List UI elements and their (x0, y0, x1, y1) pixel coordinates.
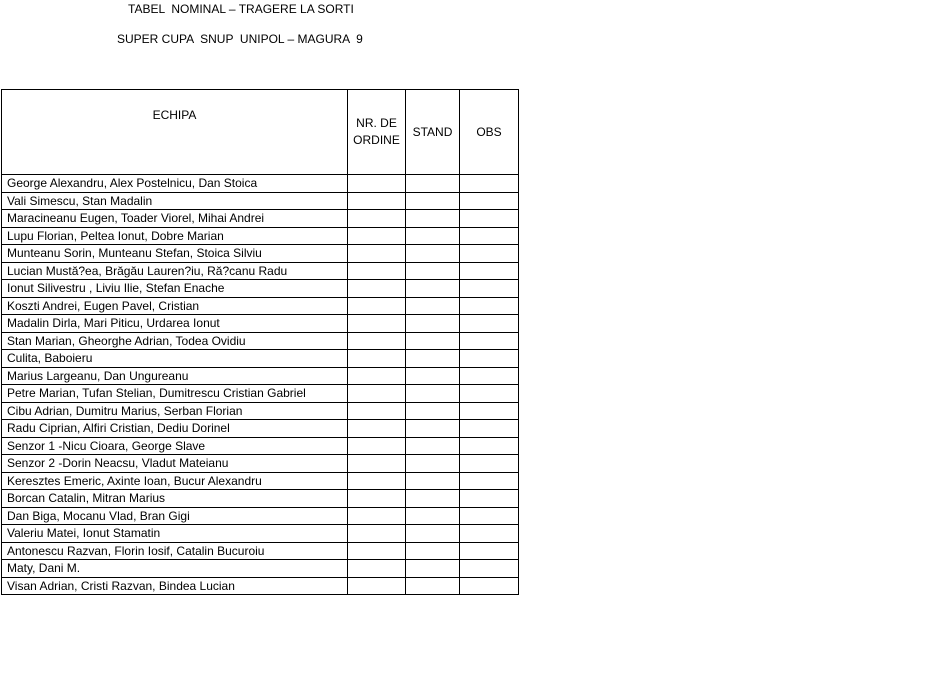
nr-ordine-cell (348, 280, 406, 298)
stand-cell (406, 437, 460, 455)
obs-cell (460, 315, 519, 333)
team-cell: Stan Marian, Gheorghe Adrian, Todea Ovidiu (2, 332, 348, 350)
nr-ordine-cell (348, 577, 406, 595)
nr-ordine-cell (348, 227, 406, 245)
stand-cell (406, 367, 460, 385)
table-row (2, 350, 519, 368)
table-row (2, 280, 519, 298)
obs-cell (460, 210, 519, 228)
nr-ordine-cell (348, 175, 406, 193)
nr-ordine-cell (348, 210, 406, 228)
table-row (2, 525, 519, 543)
obs-cell (460, 420, 519, 438)
nr-ordine-cell (348, 262, 406, 280)
team-cell: Lupu Florian, Peltea Ionut, Dobre Marian (2, 227, 348, 245)
team-cell: Maracineanu Eugen, Toader Viorel, Mihai Andrei (2, 210, 348, 228)
stand-cell (406, 297, 460, 315)
obs-cell (460, 332, 519, 350)
nr-ordine-cell (348, 367, 406, 385)
nr-ordine-cell (348, 420, 406, 438)
table-row (2, 437, 519, 455)
table-row (2, 210, 519, 228)
team-cell: Culita, Baboieru (2, 350, 348, 368)
obs-cell (460, 297, 519, 315)
team-cell: Radu Ciprian, Alfiri Cristian, Dediu Dorinel (2, 420, 348, 438)
nr-ordine-cell (348, 560, 406, 578)
obs-cell (460, 385, 519, 403)
table-row (2, 385, 519, 403)
stand-cell (406, 332, 460, 350)
obs-cell (460, 350, 519, 368)
team-cell: Senzor 1 -Nicu Cioara, George Slave (2, 437, 348, 455)
table-row (2, 192, 519, 210)
table-row (2, 315, 519, 333)
column-header-nr-line2: ORDINE (353, 133, 400, 147)
obs-cell (460, 367, 519, 385)
nr-ordine-cell (348, 402, 406, 420)
stand-cell (406, 525, 460, 543)
table-body (2, 175, 519, 595)
team-cell: Senzor 2 -Dorin Neacsu, Vladut Mateianu (2, 455, 348, 473)
team-cell: Madalin Dirla, Mari Piticu, Urdarea Ionut (2, 315, 348, 333)
table-row (2, 175, 519, 193)
table-row (2, 367, 519, 385)
table-row (2, 332, 519, 350)
obs-cell (460, 507, 519, 525)
table-row (2, 577, 519, 595)
obs-cell (460, 262, 519, 280)
table-row (2, 542, 519, 560)
table-row (2, 227, 519, 245)
stand-cell (406, 472, 460, 490)
column-header-nr-line1: NR. DE (356, 116, 397, 130)
team-cell: George Alexandru, Alex Postelnicu, Dan Stoica (2, 175, 348, 193)
team-cell: Marius Largeanu, Dan Ungureanu (2, 367, 348, 385)
table-row (2, 297, 519, 315)
stand-cell (406, 175, 460, 193)
obs-cell (460, 490, 519, 508)
document-title: TABEL NOMINAL – TRAGERE LA SORTI (128, 2, 354, 16)
nr-ordine-cell (348, 315, 406, 333)
table-row (2, 472, 519, 490)
obs-cell (460, 437, 519, 455)
stand-cell (406, 577, 460, 595)
nr-ordine-cell (348, 245, 406, 263)
team-cell: Borcan Catalin, Mitran Marius (2, 490, 348, 508)
table-row (2, 402, 519, 420)
document-subtitle: SUPER CUPA SNUP UNIPOL – MAGURA 9 (117, 32, 363, 46)
nr-ordine-cell (348, 350, 406, 368)
obs-cell (460, 192, 519, 210)
table-row (2, 262, 519, 280)
stand-cell (406, 315, 460, 333)
stand-cell (406, 227, 460, 245)
obs-cell (460, 227, 519, 245)
stand-cell (406, 420, 460, 438)
column-header-obs: OBS (460, 90, 519, 175)
nr-ordine-cell (348, 542, 406, 560)
table-row (2, 490, 519, 508)
stand-cell (406, 350, 460, 368)
nr-ordine-cell (348, 437, 406, 455)
team-cell: Munteanu Sorin, Munteanu Stefan, Stoica Silviu (2, 245, 348, 263)
obs-cell (460, 402, 519, 420)
stand-cell (406, 262, 460, 280)
team-cell: Keresztes Emeric, Axinte Ioan, Bucur Alexandru (2, 472, 348, 490)
column-header-stand: STAND (406, 90, 460, 175)
team-cell: Ionut Silivestru , Liviu Ilie, Stefan Enache (2, 280, 348, 298)
nr-ordine-cell (348, 525, 406, 543)
team-cell: Lucian Mustă?ea, Brăgău Lauren?iu, Ră?canu Radu (2, 262, 348, 280)
stand-cell (406, 542, 460, 560)
obs-cell (460, 577, 519, 595)
stand-cell (406, 280, 460, 298)
table-header-row (2, 90, 519, 175)
column-header-nr-ordine (348, 90, 406, 175)
nominal-table (1, 89, 519, 595)
stand-cell (406, 245, 460, 263)
stand-cell (406, 192, 460, 210)
stand-cell (406, 490, 460, 508)
nr-ordine-cell (348, 332, 406, 350)
table-row (2, 507, 519, 525)
obs-cell (460, 175, 519, 193)
stand-cell (406, 210, 460, 228)
team-cell: Visan Adrian, Cristi Razvan, Bindea Lucian (2, 577, 348, 595)
team-cell: Antonescu Razvan, Florin Iosif, Catalin Bucuroiu (2, 542, 348, 560)
team-cell: Koszti Andrei, Eugen Pavel, Cristian (2, 297, 348, 315)
stand-cell (406, 560, 460, 578)
stand-cell (406, 455, 460, 473)
obs-cell (460, 455, 519, 473)
team-cell: Maty, Dani M. (2, 560, 348, 578)
obs-cell (460, 525, 519, 543)
table-row (2, 245, 519, 263)
team-cell: Petre Marian, Tufan Stelian, Dumitrescu Cristian Gabriel (2, 385, 348, 403)
obs-cell (460, 280, 519, 298)
column-header-echipa: ECHIPA (2, 90, 348, 175)
obs-cell (460, 245, 519, 263)
nr-ordine-cell (348, 192, 406, 210)
nr-ordine-cell (348, 385, 406, 403)
nr-ordine-cell (348, 455, 406, 473)
nr-ordine-cell (348, 507, 406, 525)
nr-ordine-cell (348, 472, 406, 490)
obs-cell (460, 560, 519, 578)
obs-cell (460, 472, 519, 490)
table-row (2, 420, 519, 438)
team-cell: Cibu Adrian, Dumitru Marius, Serban Florian (2, 402, 348, 420)
team-cell: Vali Simescu, Stan Madalin (2, 192, 348, 210)
table-row (2, 455, 519, 473)
table-row (2, 560, 519, 578)
stand-cell (406, 402, 460, 420)
nr-ordine-cell (348, 490, 406, 508)
team-cell: Dan Biga, Mocanu Vlad, Bran Gigi (2, 507, 348, 525)
stand-cell (406, 507, 460, 525)
obs-cell (460, 542, 519, 560)
nr-ordine-cell (348, 297, 406, 315)
stand-cell (406, 385, 460, 403)
team-cell: Valeriu Matei, Ionut Stamatin (2, 525, 348, 543)
